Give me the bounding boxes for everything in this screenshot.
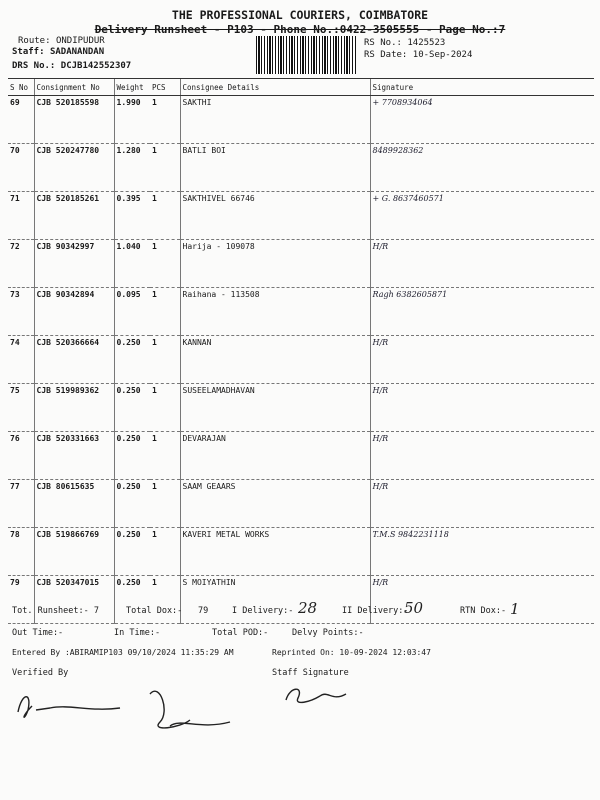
drs-label: DRS No.: xyxy=(12,61,56,71)
row-pcs: 1 xyxy=(152,386,157,395)
row-pcs: 1 xyxy=(152,290,157,299)
row-consignee: S MOIYATHIN xyxy=(180,576,370,624)
row-consignment: CJB 520331663 xyxy=(34,432,114,480)
row-consignment: CJB 90342894 xyxy=(34,288,114,336)
barcode-image xyxy=(256,36,356,74)
row-pcs: 1 xyxy=(152,146,157,155)
out-time: Out Time:- xyxy=(12,628,64,638)
route-value: ONDIPUDUR xyxy=(55,36,105,46)
row-pcs: 1 xyxy=(152,338,157,347)
row-consignment: CJB 90342997 xyxy=(34,240,114,288)
row-signature: + G. 8637460571 xyxy=(370,192,594,240)
row-pcs: 1 xyxy=(152,434,157,443)
row-consignment: CJB 519866769 xyxy=(34,528,114,576)
staff-signature-label: Staff Signature xyxy=(272,668,349,678)
table-row xyxy=(8,528,594,576)
in-time: In Time:- xyxy=(114,628,161,638)
staff-line xyxy=(12,47,104,57)
row-weight: 0.395 xyxy=(114,192,150,240)
row-sno: 75 xyxy=(10,386,20,395)
row-weight: 0.250 xyxy=(114,480,150,528)
row-weight: 1.040 xyxy=(114,240,150,288)
row-pcs: 1 xyxy=(152,482,157,491)
table-row xyxy=(8,144,594,192)
row-weight: 0.250 xyxy=(114,576,150,624)
row-sno: 78 xyxy=(10,530,20,539)
drs-line xyxy=(12,61,131,71)
row-consignment: CJB 520366664 xyxy=(34,336,114,384)
row-sno: 71 xyxy=(10,194,20,203)
table-row xyxy=(8,432,594,480)
row-consignment: CJB 520185261 xyxy=(34,192,114,240)
col-sno: S No xyxy=(8,79,34,96)
document-title: THE PROFESSIONAL COURIERS, COIMBATORE xyxy=(171,8,429,22)
row-sno: 76 xyxy=(10,434,20,443)
table-row xyxy=(8,288,594,336)
row-signature: 8489928362 xyxy=(370,144,594,192)
row-signature: H/R xyxy=(370,240,594,288)
row-sno: 79 xyxy=(10,578,20,587)
row-signature: + 7708934064 xyxy=(370,96,594,144)
row-consignment: CJB 519989362 xyxy=(34,384,114,432)
row-signature: H/R xyxy=(370,432,594,480)
rs-date-value: 10-Sep-2024 xyxy=(412,50,473,60)
row-signature: H/R xyxy=(370,480,594,528)
rs-no-line xyxy=(364,38,445,48)
row-sno: 70 xyxy=(10,146,20,155)
document-subtitle: Delivery Runsheet - P103 - Phone No.:0422-3505555 - Page No.:7 xyxy=(94,23,506,36)
row-sno: 77 xyxy=(10,482,20,491)
total-dox-label: Total Dox:- xyxy=(126,606,183,616)
verified-by-label: Verified By xyxy=(12,668,69,678)
row-pcs: 1 xyxy=(152,98,157,107)
verified-by-signature xyxy=(10,682,250,742)
row-pcs: 1 xyxy=(152,578,157,587)
col-signature: Signature xyxy=(370,79,594,96)
ii-delivery-label: II Delivery:- xyxy=(342,606,409,616)
row-consignee: SAAM GEAARS xyxy=(180,480,370,528)
row-consignee: BATLI BOI xyxy=(180,144,370,192)
tot-runsheet: Tot. Runsheet:- 7 xyxy=(12,606,99,616)
row-consignment: CJB 520347015 xyxy=(34,576,114,624)
row-consignee: SAKTHI xyxy=(180,96,370,144)
col-weight: Weight xyxy=(114,79,150,96)
i-delivery-label: I Delivery:- xyxy=(232,606,294,616)
table-row xyxy=(8,336,594,384)
runsheet-table xyxy=(8,78,594,624)
staff-value: SADANANDAN xyxy=(49,47,105,57)
drs-value: DCJB142552307 xyxy=(60,61,132,71)
row-signature: Ragh 6382605871 xyxy=(370,288,594,336)
row-sno: 72 xyxy=(10,242,20,251)
row-sno: 73 xyxy=(10,290,20,299)
col-pcs: PCS xyxy=(150,79,180,96)
route-label: Route: xyxy=(18,36,51,46)
row-consignee: Raihana - 113508 xyxy=(180,288,370,336)
row-consignee: KANNAN xyxy=(180,336,370,384)
row-pcs: 1 xyxy=(152,194,157,203)
row-weight: 0.095 xyxy=(114,288,150,336)
row-consignment: CJB 80615635 xyxy=(34,480,114,528)
rs-date-line xyxy=(364,50,472,60)
table-row xyxy=(8,384,594,432)
table-row xyxy=(8,240,594,288)
total-pod: Total POD:- xyxy=(212,628,269,638)
staff-label: Staff: xyxy=(12,47,45,57)
reprinted-on: Reprinted On: 10-09-2024 12:03:47 xyxy=(272,648,431,657)
row-weight: 0.250 xyxy=(114,336,150,384)
row-sno: 69 xyxy=(10,98,20,107)
total-dox-value: 79 xyxy=(198,606,209,616)
row-consignment: CJB 520185598 xyxy=(34,96,114,144)
row-sno: 74 xyxy=(10,338,20,347)
row-signature: H/R xyxy=(370,384,594,432)
row-consignment: CJB 520247780 xyxy=(34,144,114,192)
ii-delivery-value: 50 xyxy=(404,599,424,617)
row-consignee: SAKTHIVEL 66746 xyxy=(180,192,370,240)
rtn-dox-label: RTN Dox:- xyxy=(460,606,507,616)
col-consignment: Consignment No xyxy=(34,79,114,96)
table-row xyxy=(8,480,594,528)
row-consignee: Harija - 109078 xyxy=(180,240,370,288)
row-weight: 0.250 xyxy=(114,384,150,432)
rs-date-label: RS Date: xyxy=(364,50,408,60)
row-pcs: 1 xyxy=(152,530,157,539)
col-consignee: Consignee Details xyxy=(180,79,370,96)
rs-no-value: 1425523 xyxy=(407,38,446,48)
row-weight: 0.250 xyxy=(114,432,150,480)
row-signature: H/R xyxy=(370,336,594,384)
row-weight: 1.280 xyxy=(114,144,150,192)
delvy-points: Delvy Points:- xyxy=(292,628,364,638)
row-signature: T.M.S 9842231118 xyxy=(370,528,594,576)
entered-by: Entered By :ABIRAMIP103 09/10/2024 11:35:29 AM xyxy=(12,648,234,657)
table-row xyxy=(8,192,594,240)
i-delivery-value: 28 xyxy=(298,599,318,617)
route-line xyxy=(18,36,105,46)
row-weight: 1.990 xyxy=(114,96,150,144)
row-weight: 0.250 xyxy=(114,528,150,576)
row-pcs: 1 xyxy=(152,242,157,251)
row-consignee: SUSEELAMADHAVAN xyxy=(180,384,370,432)
row-consignee: KAVERI METAL WORKS xyxy=(180,528,370,576)
table-header-row xyxy=(8,79,594,96)
staff-signature-mark xyxy=(280,680,360,710)
table-row xyxy=(8,96,594,144)
rs-no-label: RS No.: xyxy=(364,38,402,48)
rtn-dox-value: 1 xyxy=(510,600,520,618)
row-consignee: DEVARAJAN xyxy=(180,432,370,480)
row-signature: H/R xyxy=(370,576,594,624)
